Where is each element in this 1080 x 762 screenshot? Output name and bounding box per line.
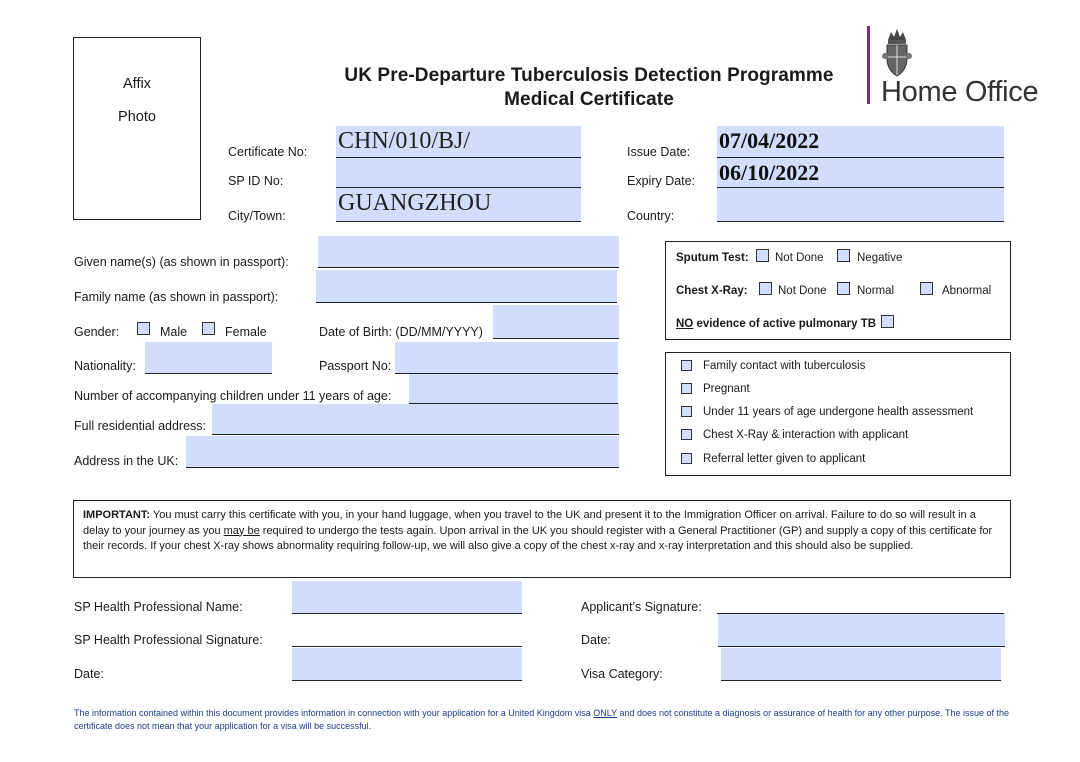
country-label: Country:: [627, 209, 675, 223]
xray-abnormal-checkbox[interactable]: [920, 282, 933, 295]
under-11-label: Under 11 years of age undergone health assessment: [703, 406, 974, 418]
sputum-not-done-label: Not Done: [775, 252, 824, 264]
no-word: NO: [676, 318, 694, 330]
document-subtitle: Medical Certificate: [504, 89, 674, 110]
city-field[interactable]: GUANGZHOU: [336, 188, 581, 222]
xray-interaction-checkbox[interactable]: [681, 429, 692, 440]
issue-date-field[interactable]: 07/04/2022: [717, 126, 1004, 158]
royal-crest-icon: [882, 26, 912, 78]
xray-interaction-label: Chest X-Ray & interaction with applicant: [703, 429, 909, 441]
gender-label: Gender:: [74, 325, 120, 339]
male-checkbox[interactable]: [137, 322, 150, 335]
address-label: Full residential address:: [74, 419, 207, 433]
dob-label: Date of Birth: (DD/MM/YYYY): [319, 325, 483, 339]
org-name: Home Office: [881, 76, 1039, 108]
sp-signature-field[interactable]: [292, 614, 522, 647]
address-field[interactable]: [212, 404, 619, 435]
no-evidence-statement: [676, 318, 876, 330]
no-evidence-checkbox[interactable]: [881, 315, 894, 328]
family-contact-label: Family contact with tuberculosis: [703, 360, 866, 372]
referral-letter-checkbox[interactable]: [681, 453, 692, 464]
applicant-signature-label: Applicant’s Signature:: [581, 600, 702, 614]
xray-normal-label: Normal: [857, 285, 895, 297]
sp-signature-label: SP Health Professional Signature:: [74, 633, 263, 647]
footer-disclaimer: [74, 707, 1014, 733]
certificate-no-field[interactable]: CHN/010/BJ/: [336, 126, 581, 158]
pregnant-checkbox[interactable]: [681, 383, 692, 394]
chest-xray-label: Chest X-Ray:: [676, 285, 748, 297]
expiry-date-field[interactable]: 06/10/2022: [717, 158, 1004, 188]
country-field[interactable]: [717, 188, 1004, 222]
sp-id-field[interactable]: [336, 158, 581, 188]
footer-only: ONLY: [593, 708, 617, 718]
given-name-field[interactable]: [318, 236, 619, 268]
pregnant-label: Pregnant: [703, 383, 750, 395]
sp-date-label: Date:: [74, 667, 104, 681]
xray-not-done-checkbox[interactable]: [759, 282, 772, 295]
family-name-field[interactable]: [316, 270, 617, 303]
male-label: Male: [160, 325, 188, 339]
footer-text-1: The information contained within this document provides information in connection with your application for a United Kingdom visa: [74, 708, 594, 718]
sp-name-field[interactable]: [292, 581, 522, 614]
visa-category-label: Visa Category:: [581, 667, 663, 681]
city-label: City/Town:: [228, 209, 286, 223]
visa-category-field[interactable]: [721, 648, 1001, 681]
expiry-date-label: Expiry Date:: [627, 174, 696, 188]
sp-date-field[interactable]: [292, 648, 522, 681]
passport-field[interactable]: [395, 342, 618, 374]
logo-divider-bar: [867, 26, 870, 104]
sputum-not-done-checkbox[interactable]: [756, 249, 769, 262]
xray-not-done-label: Not Done: [778, 285, 827, 297]
sputum-negative-checkbox[interactable]: [837, 249, 850, 262]
female-label: Female: [225, 325, 267, 339]
children-field[interactable]: [409, 374, 618, 404]
photo-label-line1: Affix: [123, 76, 151, 92]
sp-id-label: SP ID No:: [228, 174, 284, 188]
referral-letter-label: Referral letter given to applicant: [703, 453, 866, 465]
given-name-label: Given name(s) (as shown in passport):: [74, 255, 289, 269]
important-text-2: required to undergo the tests again. Upon arrival in the UK you should register with a General Practitioner (GP) and supply a copy of this certificate for their records. If your chest X-ray shows abnormality requiring follow-up, we will also give a copy of the chest x-ray and x-ray interpretation and this should also be supplied.: [83, 524, 993, 552]
issue-date-label: Issue Date:: [627, 145, 691, 159]
certificate-no-label: Certificate No:: [228, 145, 308, 159]
applicant-signature-field[interactable]: [717, 581, 1004, 614]
passport-label: Passport No:: [319, 359, 392, 373]
home-office-logo: [866, 26, 1056, 108]
sputum-negative-label: Negative: [857, 252, 903, 264]
children-label: Number of accompanying children under 11 years of age:: [74, 389, 392, 403]
under-11-checkbox[interactable]: [681, 406, 692, 417]
no-evidence-text: evidence of active pulmonary TB: [693, 318, 877, 330]
uk-address-field[interactable]: [186, 436, 619, 468]
nationality-label: Nationality:: [74, 359, 136, 373]
family-contact-checkbox[interactable]: [681, 360, 692, 371]
female-checkbox[interactable]: [202, 322, 215, 335]
sp-name-label: SP Health Professional Name:: [74, 600, 243, 614]
uk-address-label: Address in the UK:: [74, 454, 179, 468]
photo-box: [73, 37, 201, 220]
xray-abnormal-label: Abnormal: [942, 285, 992, 297]
important-notice: [73, 500, 1011, 578]
sputum-test-label: Sputum Test:: [676, 252, 749, 264]
applicant-date-field[interactable]: [718, 614, 1005, 647]
document-title: UK Pre-Departure Tuberculosis Detection Programme: [344, 65, 834, 86]
xray-normal-checkbox[interactable]: [837, 282, 850, 295]
important-heading: IMPORTANT:: [83, 509, 151, 521]
important-may-be: may be: [223, 524, 260, 537]
applicant-date-label: Date:: [581, 633, 611, 647]
nationality-field[interactable]: [145, 342, 272, 374]
footer-text-2: and does not constitute a diagnosis or assurance of health for any other purpose. The issue of the certificate does not mean that your application for a visa will be successful.: [74, 708, 1010, 731]
dob-field[interactable]: [493, 305, 619, 339]
important-text-1: You must carry this certificate with you, in your hand luggage, when you travel to the UK and present it to the Immigration Officer on arrival. Failure to do so will result in a delay to your journey as you: [83, 509, 976, 537]
photo-label-line2: Photo: [118, 109, 156, 125]
family-name-label: Family name (as shown in passport):: [74, 290, 279, 304]
